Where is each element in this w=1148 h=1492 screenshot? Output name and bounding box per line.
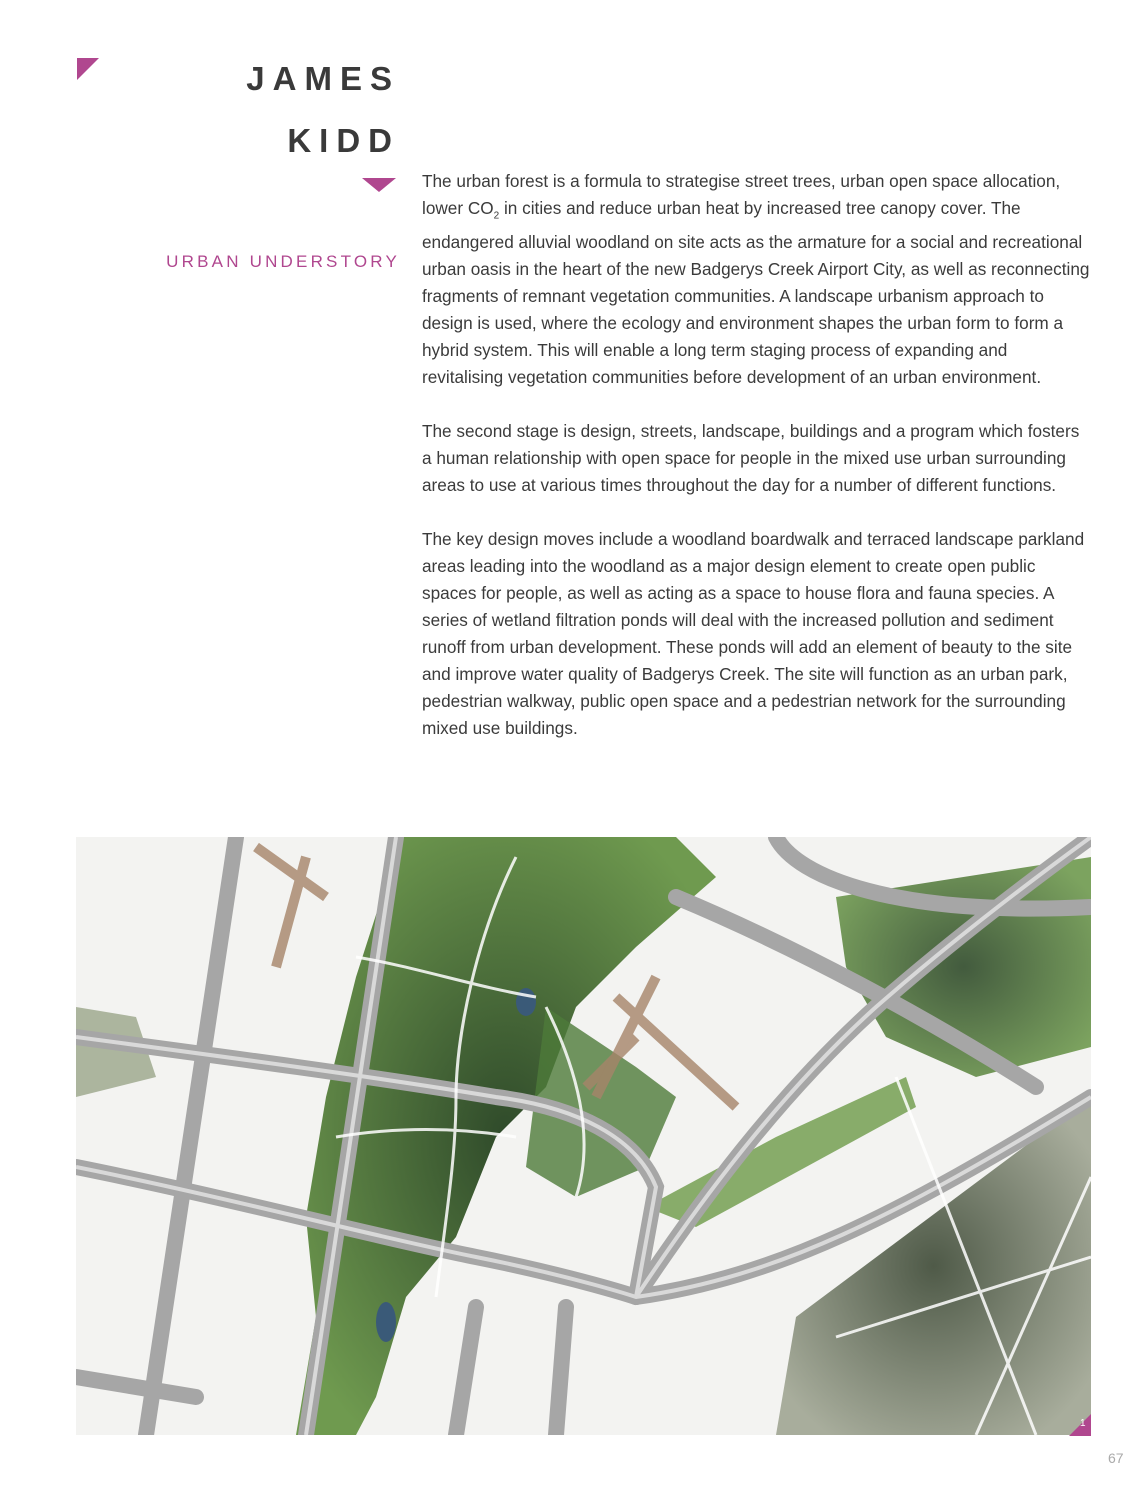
pond bbox=[376, 1302, 396, 1342]
author-first-name: JAMES bbox=[246, 60, 400, 97]
pond bbox=[516, 988, 536, 1016]
site-plan-image bbox=[76, 837, 1091, 1435]
figure-number: 1 bbox=[1080, 1418, 1086, 1429]
corner-triangle-icon bbox=[77, 58, 99, 80]
page-title bbox=[246, 48, 400, 172]
author-last-name: KIDD bbox=[287, 122, 400, 159]
page-number: 67 bbox=[1108, 1450, 1124, 1466]
paragraph-1: The urban forest is a formula to strategise street trees, urban open space allocation, lower $CO_2$ in cities and reduce urban heat by increased tree canopy cover. The endangered alluvial woodland on site acts as the armature for a social and recreational urban oasis in the heart of the new Badgerys Creek Airport City, as well as reconnecting fragments of remnant vegetation communities. A landscape urbanism approach to design is used, where the ecology and environment shapes the urban form to form a hybrid system. This will enable a long term staging process of expanding and revitalising vegetation communities before development of an urban environment. bbox=[422, 171, 1090, 388]
paragraph-3: The key design moves include a woodland boardwalk and terraced landscape parkland areas leading into the woodland as a major design element to create open public spaces for people, as well as acting as a space to house flora and fauna species. A series of wetland filtration ponds will deal with the increased pollution and sediment runoff from urban development. These ponds will add an element of beauty to the site and improve water quality of Badgerys Creek. The site will function as an urban park, pedestrian walkway, public open space and a pedestrian network for the surrounding mixed use buildings. bbox=[422, 529, 1085, 739]
body-text bbox=[422, 168, 1092, 769]
paragraph-2: The second stage is design, streets, landscape, buildings and a program which fosters a human relationship with open space for people in the mixed use urban surrounding areas to use at various times throughout the day for a number of different functions. bbox=[422, 421, 1080, 496]
project-subtitle: URBAN UNDERSTORY bbox=[166, 252, 400, 271]
down-triangle-icon bbox=[362, 178, 396, 192]
